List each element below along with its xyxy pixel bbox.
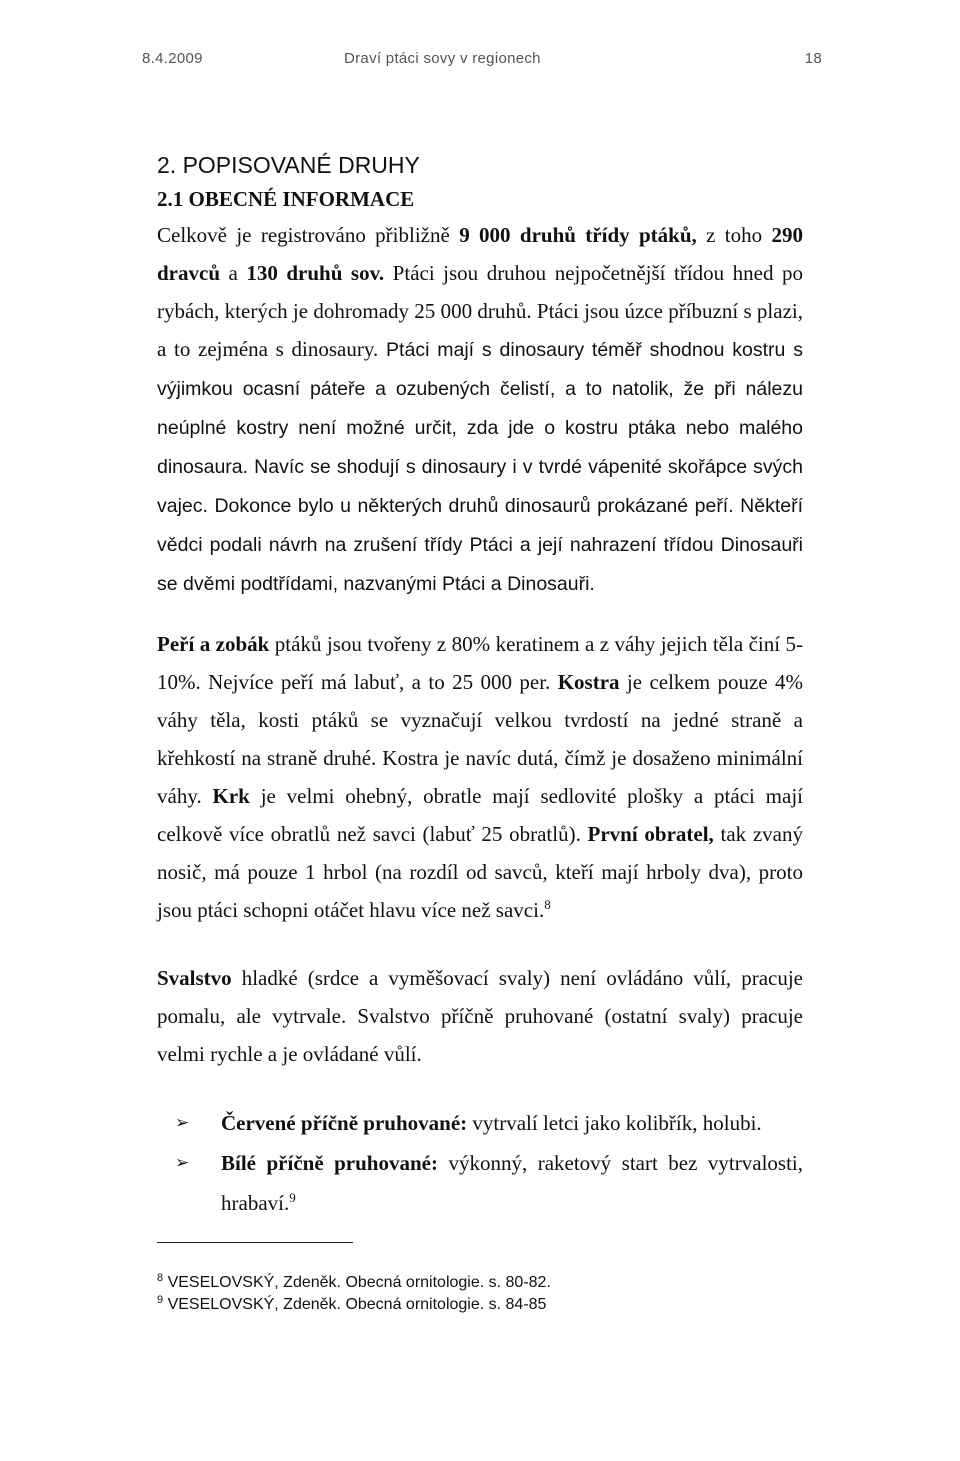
text-run: z toho [696,223,772,247]
arrow-bullet-icon: ➢ [175,1113,190,1133]
paragraph-muscles [157,959,803,1073]
emphasis: 9 000 druhů třídy ptáků, [459,223,697,247]
body-text [157,148,803,1223]
footnotes [157,1272,757,1316]
muscle-type-list [157,1103,803,1223]
emphasis: Peří a zobák [157,632,270,656]
text-run: je velmi ohebný, obratle mají sedlovité plošky a ptáci mají celkově více obratlů než savci (labuť 25 obratlů). [157,784,803,846]
text-run: tak zvaný nosič, má pouze 1 hrbol (na rozdíl od savců, kteří mají hrboly dva), proto jsou ptáci schopni otáčet hlavu více než savci. [157,822,803,922]
emphasis: Krk [212,784,250,808]
spacer [157,1073,803,1103]
list-item [157,1143,803,1223]
emphasis: 130 druhů sov. [246,261,385,285]
emphasis: První obratel, [587,822,714,846]
paragraph-anatomy [157,625,803,929]
footnote-text: VESELOVSKÝ, Zdeněk. Obecná ornitologie. s. 80-82. [163,1274,551,1291]
emphasis: Kostra [557,670,620,694]
spacer [157,603,803,625]
list-item [157,1103,803,1143]
section-heading: 2. POPISOVANÉ DRUHY [157,152,420,178]
text-run: vytrvalí letci jako kolibřík, holubi. [467,1111,762,1135]
text-run: hladké (srdce a vyměšovací svaly) není ovládáno vůlí, pracuje pomalu, ale vytrvale. Svalstvo příčně pruhované (ostatní svaly) pracuje velmi rychle a je ovládané vůlí. [157,966,803,1066]
subsection-heading: 2.1 OBECNÉ INFORMACE [157,187,415,211]
footnote-separator [157,1242,353,1243]
text-run: a [220,261,247,285]
emphasis: Svalstvo [157,966,232,990]
text-run: Ptáci jsou druhou nejpočetnější třídou hned po rybách, kterých je dohromady 25 000 druhů. Ptáci jsou úzce příbuzní s plazi, a to zejména s dinosaury. [157,261,803,361]
footnote-ref[interactable]: 9 [289,1190,296,1205]
text-run: Navíc se shodují s dinosaury i v tvrdé vápenité skořápce svých vajec. Dokonce bylo u některých druhů dinosaurů prokázané peří. Někteří vědci podali návrh na zrušení třídy Ptáci a její nahrazení třídou Dinosauři se dvěmi podtřídami, nazvanými Ptáci a Dinosauři. [157,456,803,595]
spacer [157,929,803,959]
emphasis: 290 dravců [157,223,803,285]
footnote-ref[interactable]: 8 [544,897,551,912]
paragraph-overview [157,216,803,603]
footnote-number: 8 [157,1272,164,1284]
emphasis: Červené příčně pruhované: [221,1111,468,1135]
header-title: Draví ptáci sovy v regionech [344,50,541,67]
footnote-text: VESELOVSKÝ, Zdeněk. Obecná ornitologie. s. 84-85 [163,1296,547,1313]
text-run: je celkem pouze 4% váhy těla, kosti ptáků se vyznačují velkou tvrdostí na jedné straně a křehkostí na straně druhé. Kostra je navíc dutá, čímž je dosaženo minimální váhy. [157,670,803,808]
header-date: 8.4.2009 [142,50,203,67]
text-run: Celkově je registrováno přibližně [157,223,460,247]
text-run: ptáků jsou tvořeny z 80% keratinem a z váhy jejich těla činí 5- 10%. Nejvíce peří má labuť, a to 25 000 per. [157,632,804,694]
page-number: 18 [804,50,822,67]
footnote-number: 9 [157,1294,164,1306]
text-run: výkonný, raketový start bez vytrvalosti, hrabaví. [221,1151,803,1215]
arrow-bullet-icon: ➢ [175,1153,190,1173]
footnote [157,1294,757,1316]
emphasis: Bílé příčně pruhované: [221,1151,438,1175]
footnote [157,1272,757,1294]
text-run: Ptáci mají s dinosaury téměř shodnou kostru s výjimkou ocasní páteře a ozubených čelistí, a to natolik, že při nálezu neúplné kostry není možné určit, zda jde o kostru ptáka nebo malého dinosaura. [157,339,803,478]
